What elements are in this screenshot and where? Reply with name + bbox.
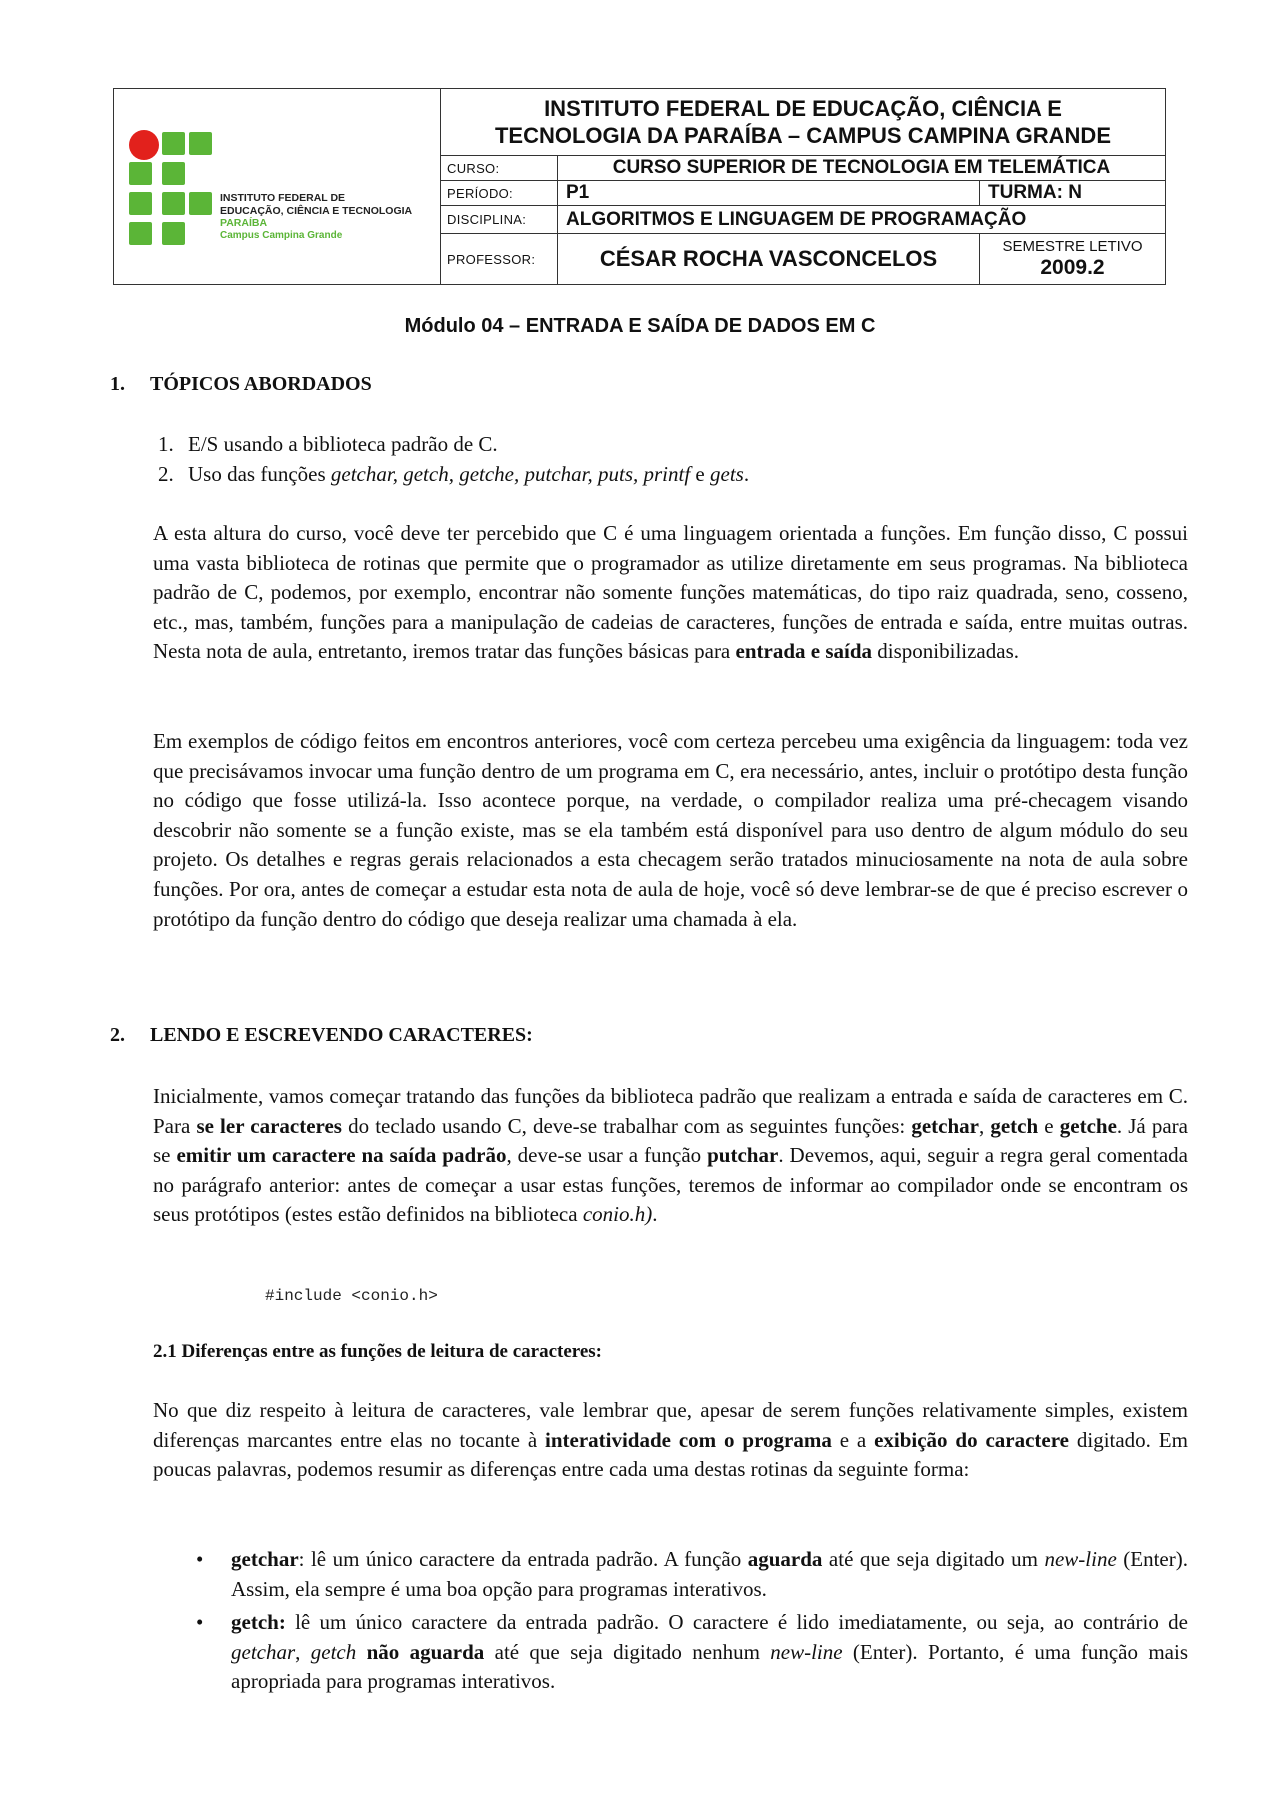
disciplina-label: DISCIPLINA: (441, 206, 558, 233)
section-2-heading: 2. LENDO E ESCREVENDO CARACTERES: (110, 1024, 533, 1046)
bullet-getchar: • getchar: lê um único caractere da entrada padrão. A função aguarda até que seja digitado um new-line (Enter). Assim, ela sempre é uma boa opção para programas interativos. (196, 1547, 1188, 1601)
institute-logo (114, 89, 441, 284)
topic-item-2: 2. Uso das funções getchar, getch, getche, putchar, puts, printf e gets. (158, 462, 750, 486)
paragraph-intro: A esta altura do curso, você deve ter percebido que C é uma linguagem orientada a funções. Em função disso, C possui uma vasta biblioteca de rotinas que permite que o programador as utilize diretamente em seus programas. Na biblioteca padrão de C, podemos, por exemplo, encontrar não somente funções matemáticas, do tipo raiz quadrada, seno, cosseno, etc., mas, também, funções para a manipulação de cadeias de caracteres, funções de entrada e saída, entre muitas outras. Nesta nota de aula, entretanto, iremos tratar das funções básicas para entrada e saída disponibilizadas. (153, 521, 1188, 664)
topic-item-1: 1. E/S usando a biblioteca padrão de C. (158, 432, 498, 456)
logo-red-dot (129, 130, 159, 160)
semestre-cell (979, 234, 1165, 284)
logo-text: INSTITUTO FEDERAL DE EDUCAÇÃO, CIÊNCIA E TECNOLOGIA PARAÍBA Campus Campina Grande (220, 192, 413, 241)
periodo-label: PERÍODO: (441, 181, 558, 205)
bullet-getch: • getch: lê um único caractere da entrada padrão. O caractere é lido imediatamente, ou seja, ao contrário de getchar, getch não aguarda até que seja digitado nenhum new-line (Enter). Portanto, é uma função mais apropriada para programas interativos. (196, 1610, 1188, 1694)
section-1-heading: 1. TÓPICOS ABORDADOS (110, 373, 372, 395)
disciplina-value: ALGORITMOS E LINGUAGEM DE PROGRAMAÇÃO (566, 208, 1027, 230)
periodo-value: P1 (566, 182, 590, 203)
paragraph-reading-chars: Inicialmente, vamos começar tratando das funções da biblioteca padrão que realizam a entrada e saída de caracteres em C. Para se ler caracteres do teclado usando C, deve-se trabalhar com as seguintes funções: getchar, getch e getche. Já para se emitir um caractere na saída padrão, deve-se usar a função putchar. Devemos, aqui, seguir a regra geral comentada no parágrafo anterior: antes de começar a usar estas funções, teremos de informar ao compilador onde se encontram os seus protótipos (estes estão definidos na biblioteca conio.h). (153, 1084, 1189, 1227)
semestre-value: 2009.2 (1040, 256, 1105, 279)
turma-value: TURMA: N (979, 181, 1165, 205)
header-table (113, 88, 1166, 285)
professor-value: CÉSAR ROCHA VASCONCELOS (599, 246, 938, 271)
institute-name: INSTITUTO FEDERAL DE EDUCAÇÃO, CIÊNCIA E TECNOLOGIA DA PARAÍBA – CAMPUS CAMPINA GRANDE (441, 89, 1165, 156)
paragraph-differences: No que diz respeito à leitura de caracteres, vale lembrar que, apesar de serem funções relativamente simples, existem diferenças marcantes entre elas no tocante à interatividade com o programa e a exibição do caractere digitado. Em poucas palavras, podemos resumir as diferenças entre cada uma destas rotinas da seguinte forma: (153, 1398, 1188, 1482)
subsection-2-1: 2.1 Diferenças entre as funções de leitura de caracteres: (153, 1341, 603, 1362)
code-include: #include <conio.h> (265, 1287, 438, 1305)
professor-label: PROFESSOR: (441, 234, 558, 284)
curso-value: CURSO SUPERIOR DE TECNOLOGIA EM TELEMÁTICA (612, 157, 1111, 178)
curso-label: CURSO: (441, 156, 558, 180)
semestre-label: SEMESTRE LETIVO (1002, 238, 1143, 255)
paragraph-prototypes: Em exemplos de código feitos em encontros anteriores, você com certeza percebeu uma exigência da linguagem: toda vez que precisávamos invocar uma função dentro de um programa em C, era necessário, antes, incluir o protótipo desta função no código que fosse utilizá-la. Isso acontece porque, na verdade, o compilador realiza uma pré-checagem visando descobrir não somente se a função existe, mas se ela também está disponível para uso dentro de algum módulo do seu projeto. Os detalhes e regras gerais relacionados a esta checagem serão tratados minuciosamente na nota de aula sobre funções. Por ora, antes de começar a estudar esta nota de aula de hoje, você só deve lembrar-se de que é preciso escrever o protótipo da função dentro do código que deseja realizar uma chamada à ela. (153, 729, 1188, 931)
module-title: Módulo 04 – ENTRADA E SAÍDA DE DADOS EM C (404, 315, 876, 337)
